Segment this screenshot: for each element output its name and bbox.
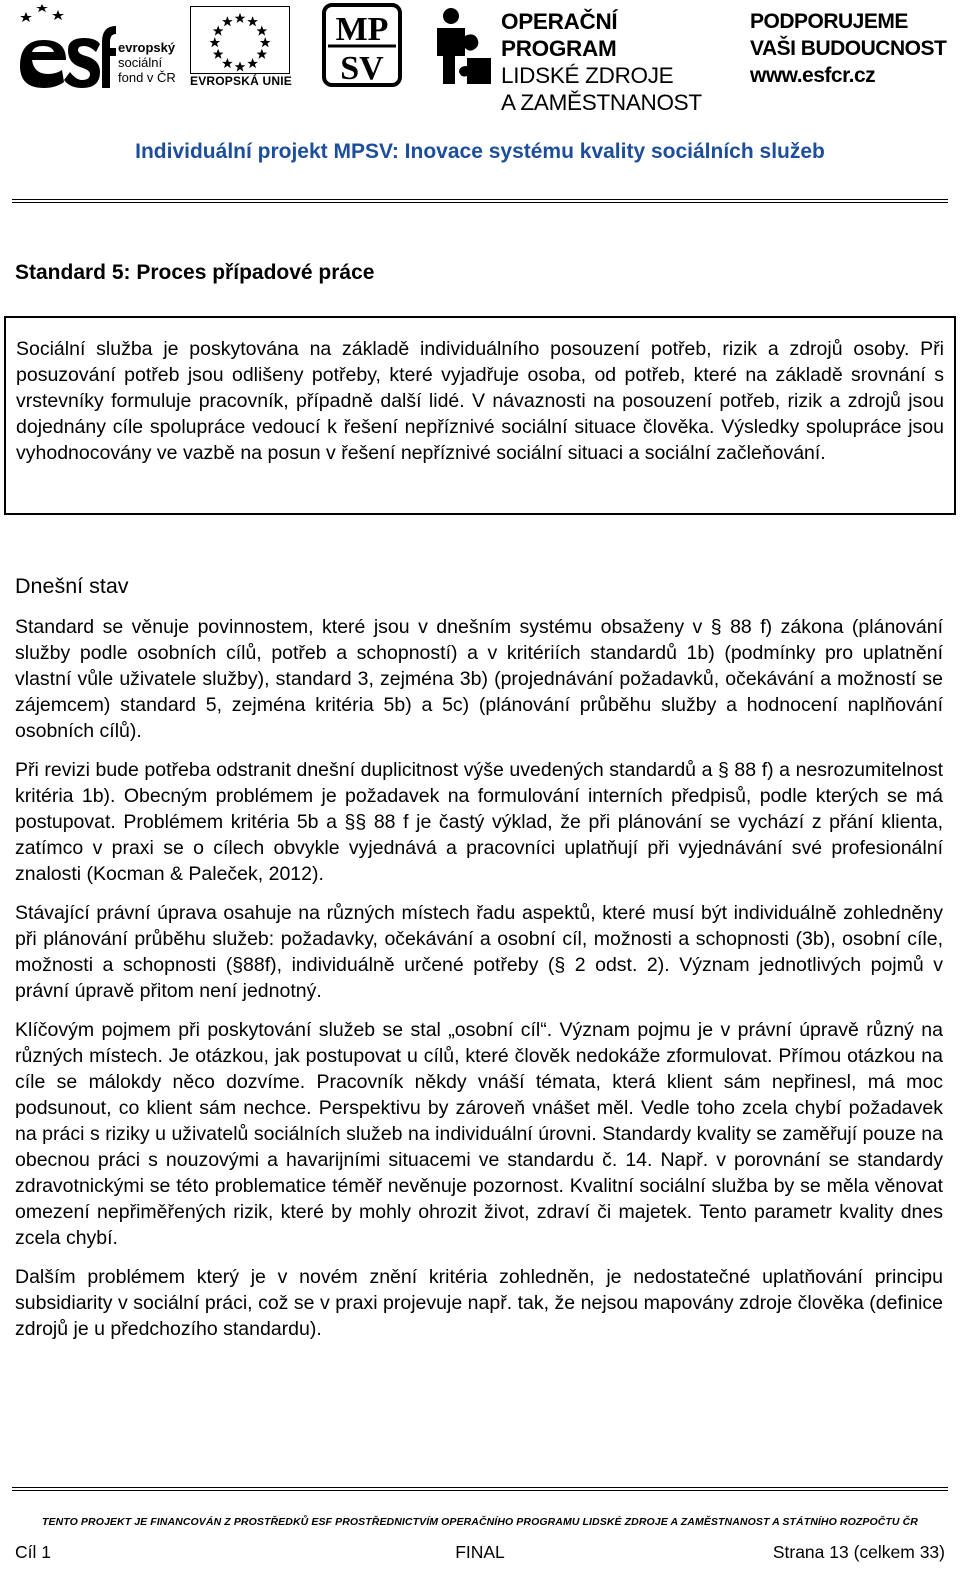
section-heading: Dnešní stav: [15, 574, 129, 598]
footer-center: FINAL: [455, 1542, 505, 1562]
funding-note: TENTO PROJEKT JE FINANCOVÁN Z PROSTŘEDKŮ ESF PROSTŘEDNICTVÍM OPERAČNÍHO PROGRAMU LIDSKÉ ZDROJE A ZAMĚSTNANOST A STÁTNÍHO ROZPOČTU ČR: [42, 1516, 918, 1528]
support-line-2: VAŠI BUDOUCNOST: [750, 37, 947, 60]
support-line-3: www.esfcr.cz: [750, 64, 876, 87]
section-body: [15, 614, 943, 1355]
footer-row: [15, 1542, 945, 1566]
eu-label: EVROPSKÁ UNIE: [190, 74, 292, 88]
standard-heading: Standard 5: Proces případové práce: [15, 261, 375, 284]
standard-definition-box: [4, 316, 956, 515]
standard-definition-text: Sociální služba je poskytována na základě individuálního posouzení potřeb, rizik a zdrojů osoby. Při posuzování potřeb jsou odlišeny potřeby, které vyjadřuje osoba, od potřeb, které na základě srovnání s vrstevníky formuluje pracovník, případně další lidé. V návaznosti na posouzení potřeb, rizik a zdrojů jsou dojednány cíle spolupráce vedoucí k řešení nepříznivé sociální situace člověka. Výsledky spolupráce jsou vyhodnocovány ve vazbě na posun v řešení nepříznivé sociální situaci a sociální začleňování.: [16, 338, 944, 464]
op-line-2: LIDSKÉ ZDROJE: [501, 63, 674, 88]
project-title: Individuální projekt MPSV: Inovace systému kvality sociálních služeb: [135, 140, 825, 163]
op-line-3: A ZAMĚSTNANOST: [501, 90, 702, 115]
esf-mark-icon: [16, 4, 116, 88]
logo-strip: [0, 0, 960, 115]
mpsv-logo: [322, 3, 402, 87]
esf-line-3: fond v ČR: [118, 70, 176, 85]
op-logo: [433, 6, 723, 115]
esf-logo: [16, 4, 188, 88]
header-rule: [12, 199, 948, 203]
support-wordmark: [750, 8, 946, 89]
eu-stars-icon: [190, 6, 290, 74]
esf-line-1: evropský: [118, 40, 176, 55]
op-line-1: OPERAČNÍ PROGRAM: [501, 9, 618, 61]
esf-line-2: sociální: [118, 55, 163, 70]
paragraph: Standard se věnuje povinnostem, které jsou v dnešním systému obsaženy v § 88 f) zákona (plánování služby podle osobních cílů, potřeb a schopností) a v kritériích standardů 1b) (podmínky pro uplatnění vlastní vůle uživatele služby), standard 3, zejména 3b) (projednávání požadavků, očekávání a možností se zájemcem) standard 5, zejména kritéria 5b) a 5c) (plánování průběhu služby a hodnocení naplňování osobních cílů).: [15, 616, 943, 742]
paragraph: Klíčovým pojmem při poskytování služeb se stal „osobní cíl“. Význam pojmu je v právní úpravě různý na různých místech. Je otázkou, jak postupovat u cílů, které člověk nedokáže zformulovat. Přímou otázkou na cíle se málokdy něco dozvíme. Pracovník někdy vnáší témata, která klient sám nepřinesl, má moc podsunout, co klient sám nechce. Perspektivu by zároveň vnášet měl. Vedle toho zcela chybí požadavek na práci s riziky u uživatelů sociálních služeb na individuální úrovni. Standardy kvality se zaměřují pouze na obecnou práci s nouzovými a havarijními situacemi ve standardu č. 14. Např. v porovnání se standardy zdravotnickými se této problematice téměř nevěnuje pozornost. Kvalitní sociální služba by se měla věnovat omezení nepřiměřených rizik, které by mohly ohrozit život, zdraví či majetek. Tento parametr kvality dnes zcela chybí.: [15, 1019, 943, 1249]
eu-logo: [190, 4, 292, 88]
puzzle-person-icon: [433, 6, 495, 86]
op-wordmark: [501, 8, 723, 116]
paragraph: Dalším problémem který je v novém znění kritéria zohledněn, je nedostatečné uplatňování principu subsidiarity v sociální práci, což se v praxi projevuje např. tak, že nejsou mapovány zdroje člověka (definice zdrojů je u předchozího standardu).: [15, 1266, 943, 1340]
mpsv-text-top: MP: [335, 11, 389, 48]
footer-rule: [12, 1487, 948, 1491]
paragraph: Stávající právní úprava osahuje na různých místech řadu aspektů, které musí být individuálně zohledněny při plánování průběhu služeb: požadavky, očekávání a osobní cíl, možnosti a schopnosti (3b), osobní cíle, možnosti a schopnosti (§88f), individuálně určené potřeby (§ 2 odst. 2). Význam jednotlivých pojmů v právní úpravě přitom není jednotný.: [15, 902, 943, 1002]
support-line-1: PODPORUJEME: [750, 10, 908, 33]
esf-wordmark: [118, 40, 176, 85]
paragraph: Při revizi bude potřeba odstranit dnešní duplicitnost výše uvedených standardů a § 88 f) a nesrozumitelnost kritéria 1b). Obecným problémem je požadavek na formulování interních předpisů, podle kterých se má postupovat. Problémem kritéria 5b a §§ 88 f je častý výklad, že při plánování se vychází z přání klienta, zatímco v praxi se o cílech obvykle vyjednává a pracovníci uplatňují při vyjednávání své profesionální znalosti (Kocman & Paleček, 2012).: [15, 759, 943, 885]
mpsv-text-bottom: SV: [340, 50, 384, 87]
support-logo: [750, 8, 950, 92]
page-number: Strana 13 (celkem 33): [772, 1542, 945, 1562]
mpsv-emblem-icon: [322, 3, 402, 87]
footer-left: Cíl 1: [15, 1542, 51, 1562]
